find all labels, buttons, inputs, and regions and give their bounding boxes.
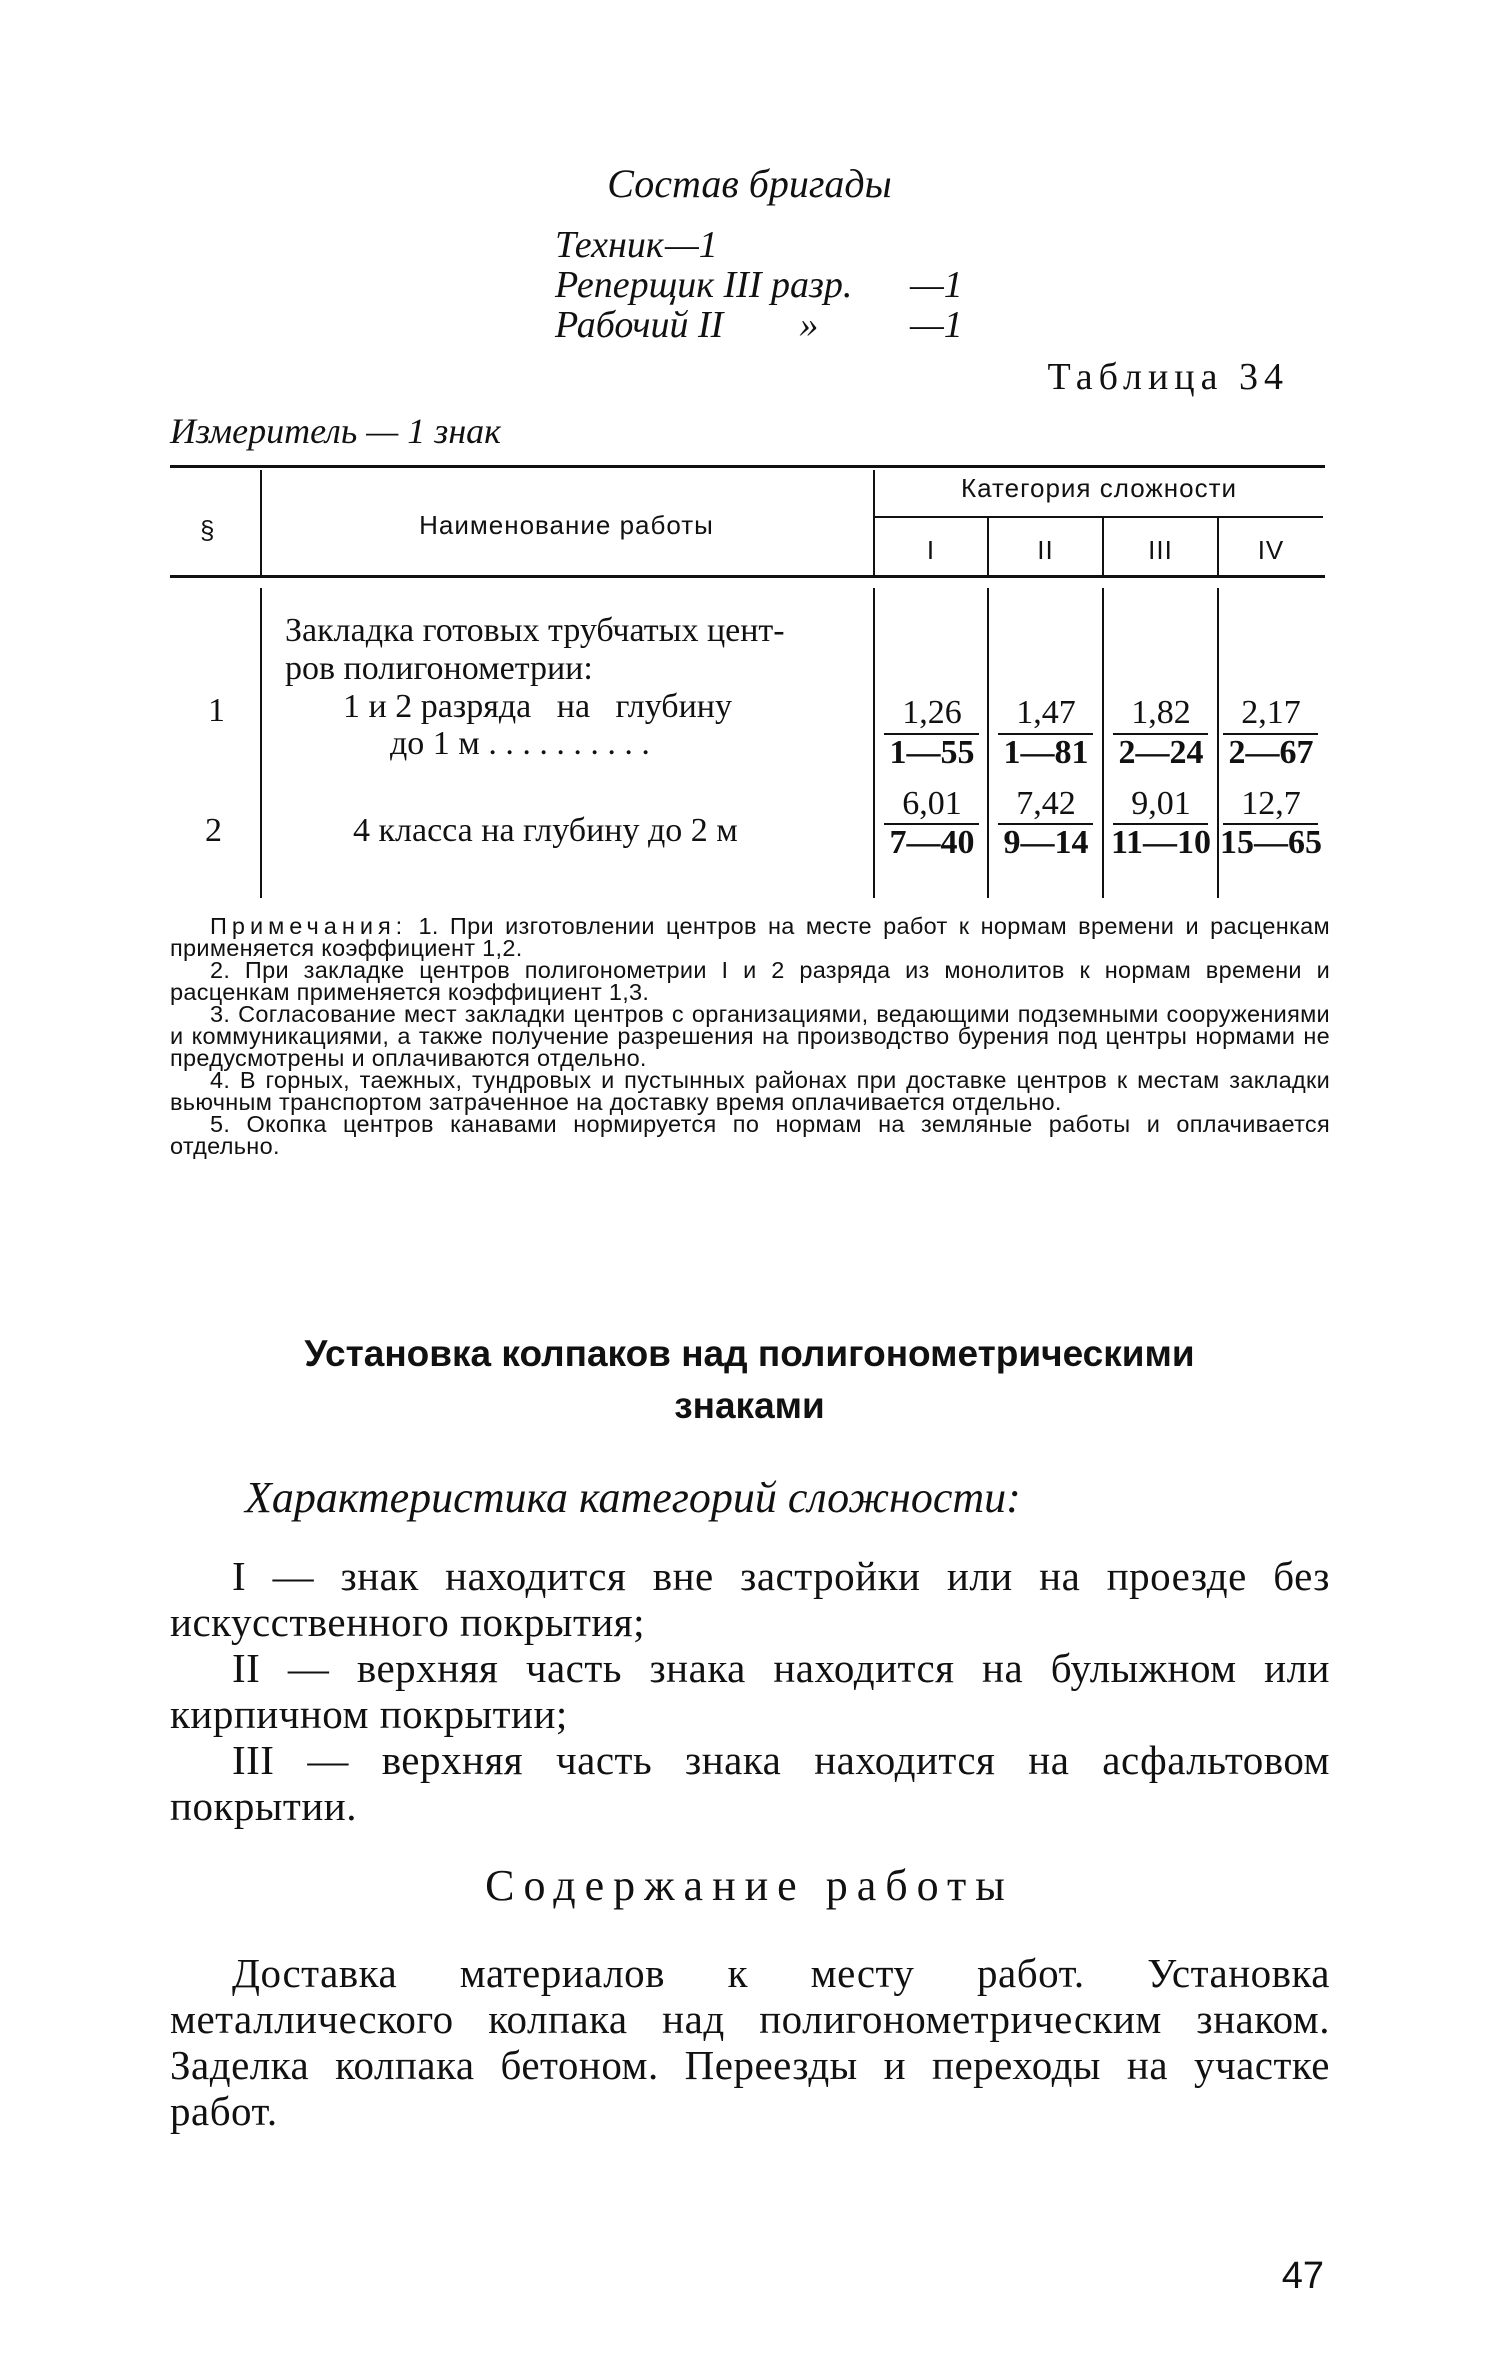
category-header-rule (875, 516, 1323, 518)
table-top-rule (170, 465, 1325, 468)
rate-value: 15—65 (1220, 824, 1322, 861)
header-bottom-rule (170, 575, 1325, 578)
header-cat-3: III (1148, 535, 1173, 565)
rate-value: 7—40 (889, 824, 975, 861)
content-body (170, 1950, 1330, 2134)
row-name: до 1 м . . . . . . . . . . (390, 725, 650, 762)
characteristics-heading: Характеристика категорий сложности: (245, 1473, 1021, 1522)
crew-title: Состав бригады (607, 161, 892, 206)
note-5: 5. Окопка центров канавами нормируется по нормам на земляные работы и оплачивается отдельно. (170, 1111, 1330, 1159)
crew-role: Реперщик III разр. (555, 264, 853, 306)
col-rule (987, 588, 989, 898)
rate-value: 2—67 (1228, 734, 1314, 771)
crew-count: —1 (910, 264, 963, 306)
col-rule (873, 588, 875, 898)
characteristic-item: II — верхняя часть знака находится на булыжном или кирпичном покрытии; (170, 1645, 1330, 1737)
note-1 (170, 915, 1330, 959)
col-rule (260, 588, 262, 898)
crew-member (555, 305, 963, 345)
page-number: 47 (1281, 2255, 1324, 2297)
header-category: Категория сложности (960, 473, 1238, 503)
note-2: 2. При закладке центров полигонометрии I и 2 разряда из монолитов к нормам времени и расценкам применяется коэффициент 1,3. (170, 957, 1330, 1005)
content-paragraph: Доставка материалов к месту работ. Установка металлического колпака над полигонометрическим знаком. Заделка колпака бетоном. Переезды и переходы на участке работ. (170, 1950, 1330, 2134)
note-4: 4. В горных, таежных, тундровых и пустынных районах при доставке центров к местам закладки вьючным транспортом затраченное на доставку время оплачивается отдельно. (170, 1067, 1330, 1115)
row-number: 2 (205, 812, 222, 849)
rate-value: 2—24 (1118, 734, 1204, 771)
header-section: § (200, 515, 216, 545)
note-3: 3. Согласование мест закладки центров с организациями, ведающими подземными сооружениями и коммуникациями, а также получение разрешения на производство бурения под центры нормами не предусмотрены и оплачиваются отдельно. (170, 1001, 1330, 1071)
header-cat-4: IV (1257, 535, 1285, 565)
row-number: 1 (208, 692, 225, 729)
time-value: 7,42 (1016, 785, 1076, 822)
group-title-line: Закладка готовых трубчатых цент- (285, 612, 785, 649)
section-heading (0, 1328, 1499, 1432)
group-title-line: ров полигонометрии: (285, 650, 593, 687)
crew-role: Техник (555, 224, 664, 266)
row-name: 4 класса на глубину до 2 м (353, 812, 738, 849)
rate-value: 1—55 (889, 734, 975, 771)
rate-value: 9—14 (1003, 824, 1089, 861)
col-rule (1102, 588, 1104, 898)
notes-label: Примечания: (210, 913, 408, 939)
rate-value: 1—81 (1003, 734, 1089, 771)
time-value: 9,01 (1131, 785, 1191, 822)
time-value: 2,17 (1241, 694, 1301, 731)
group-title (285, 612, 785, 688)
measure-unit: Измеритель — 1 знак (170, 411, 502, 451)
section-heading-line: знаками (674, 1385, 825, 1426)
crew-count: —1 (910, 304, 963, 346)
note-text: 1. При изготовлении центров на месте работ к нормам времени и расценкам применяется коэффициент 1,2. (170, 913, 1330, 961)
rate-value: 11—10 (1110, 824, 1212, 861)
crew-count: —1 (665, 224, 718, 266)
time-value: 1,82 (1131, 694, 1191, 731)
crew-member (555, 265, 963, 305)
time-value: 6,01 (902, 785, 962, 822)
section-heading-line: Установка колпаков над полигонометрическими (304, 1333, 1195, 1374)
time-value: 12,7 (1241, 785, 1301, 822)
header-cat-1: I (926, 535, 936, 565)
crew-role: Рабочий II » (555, 304, 819, 346)
header-cat-2: II (1037, 535, 1054, 565)
characteristic-item: I — знак находится вне застройки или на проезде без искусственного покрытия; (170, 1553, 1330, 1645)
header-work-name: Наименование работы (419, 510, 714, 540)
crew-member (555, 225, 963, 265)
row-name: 1 и 2 разряда на глубину (343, 688, 732, 725)
table-notes (170, 915, 1330, 1157)
characteristics-list (170, 1553, 1330, 1829)
time-value: 1,47 (1016, 694, 1076, 731)
crew-list (555, 225, 963, 345)
characteristic-item: III — верхняя часть знака находится на асфальтовом покрытии. (170, 1737, 1330, 1829)
table-label: Таблица 34 (1047, 356, 1289, 398)
content-heading: Содержание работы (485, 1861, 1014, 1910)
time-value: 1,26 (902, 694, 962, 731)
